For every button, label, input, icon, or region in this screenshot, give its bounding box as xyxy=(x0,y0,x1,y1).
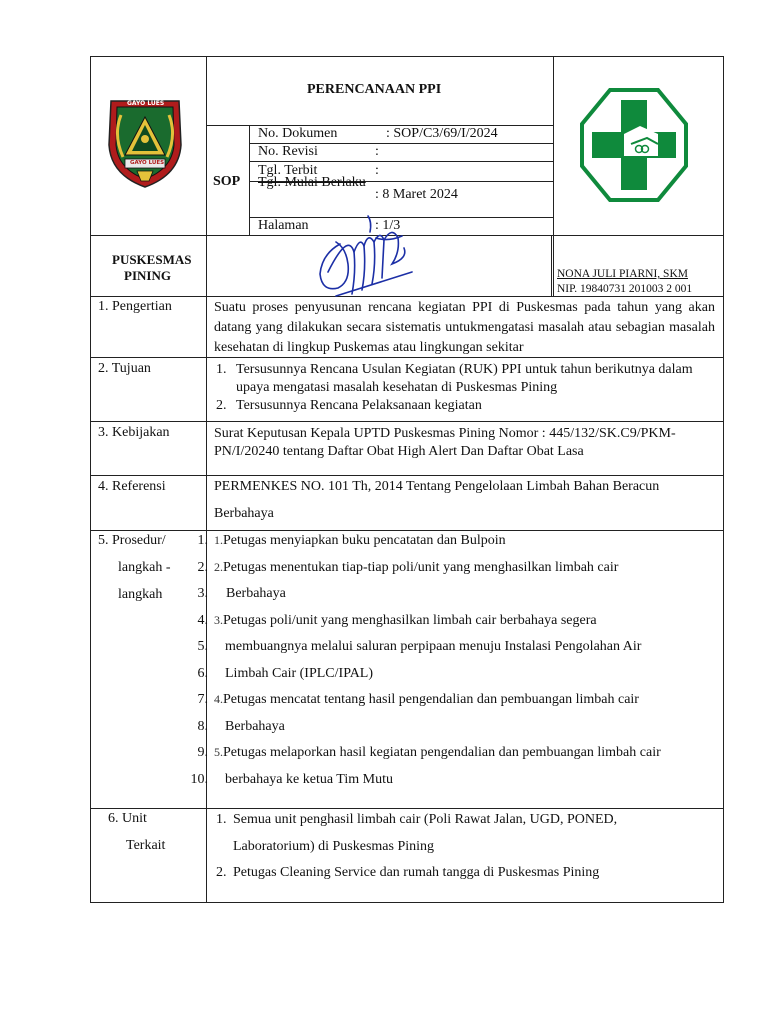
step-text: Petugas melaporkan hasil kegiatan pengendalian dan pembuangan limbah cair xyxy=(223,745,661,760)
step-number: 3. xyxy=(214,612,223,627)
page-value: : 1/3 xyxy=(375,218,401,233)
list-item xyxy=(214,665,714,692)
list-item xyxy=(214,585,714,612)
unit-item-number: 1. xyxy=(216,812,227,827)
step-text: Petugas menentukan tiap-tiap poli/unit yang menghasilkan limbah cair xyxy=(223,559,619,575)
unit-item-text: Semua unit penghasil limbah cair (Poli Rawat Jalan, UGD, PONED, xyxy=(233,812,618,827)
section-referensi-line1: PERMENKES NO. 101 Th, 2014 Tentang Pengelolaan Limbah Bahan Beracun xyxy=(214,479,660,494)
list-item xyxy=(214,691,714,718)
line-number: 6. xyxy=(197,665,208,681)
unit-item-number: 2. xyxy=(216,865,227,880)
line-number: 4. xyxy=(197,612,208,628)
step-text: Berbahaya xyxy=(225,718,285,734)
unit-item-text-cont: Laboratorium) di Puskesmas Pining xyxy=(233,839,435,854)
section-kebijakan-text: Surat Keputusan Kepala UPTD Puskesmas Pining Nomor : 445/132/SK.C9/PKM-PN/I/20240 tentang Daftar Obat High Alert Dan Daftar Obat Lasa xyxy=(214,426,676,459)
list-item xyxy=(214,771,714,798)
line-number: 5. xyxy=(197,639,208,654)
section-referensi-line2: Berbahaya xyxy=(214,506,274,521)
step-number: 2. xyxy=(214,559,223,574)
page-label: Halaman xyxy=(258,218,309,233)
section-pengertian-label: 1. Pengertian xyxy=(98,299,172,314)
effective-date-label: Tgl. Mulai Berlaku xyxy=(258,175,366,190)
line-number: 8. xyxy=(197,718,208,734)
section-prosedur-label-3: langkah xyxy=(118,587,163,602)
list-item xyxy=(214,744,714,771)
unit-item-text: Petugas Cleaning Service dan rumah tangga di Puskesmas Pining xyxy=(233,865,600,880)
emblem-top-text: GAYO LUES xyxy=(127,100,165,107)
line-number: 3. xyxy=(197,586,208,601)
org-name-line2: PINING xyxy=(124,268,171,283)
list-item xyxy=(216,361,696,397)
step-text: Petugas mencatat tentang hasil pengendalian dan pembuangan limbah cair xyxy=(223,692,639,707)
step-number: 5. xyxy=(214,745,223,759)
regency-emblem-logo xyxy=(103,95,187,191)
section-unit-label-2: Terkait xyxy=(126,838,166,853)
line-number: 10. xyxy=(190,771,208,787)
tujuan-list xyxy=(216,361,696,415)
doc-number-label: No. Dokumen xyxy=(258,126,338,141)
sop-label: SOP xyxy=(213,174,241,189)
section-kebijakan-label: 3. Kebijakan xyxy=(98,425,170,440)
line-number: 9. xyxy=(197,745,208,760)
document-title: PERENCANAAN PPI xyxy=(307,82,442,97)
list-item-number: 1. xyxy=(216,362,227,377)
line-number: 2. xyxy=(197,559,208,575)
list-item xyxy=(214,559,714,586)
list-item xyxy=(214,638,714,665)
list-item-text: Tersusunnya Rencana Usulan Kegiatan (RUK) PPI untuk tahun berikutnya dalam upaya mengatasi masalah kesehatan di Puskesmas Pining xyxy=(236,362,693,395)
issue-date-value: : xyxy=(375,163,379,178)
signer-name: NONA JULI PIARNI, SKM xyxy=(557,268,688,280)
step-text: Petugas poli/unit yang menghasilkan limbah cair berbahaya segera xyxy=(223,612,597,628)
list-item xyxy=(214,612,714,639)
list-item xyxy=(216,397,696,415)
issue-date-label: Tgl. Terbit xyxy=(258,163,318,178)
step-text: membuangnya melalui saluran perpipaan menuju Instalasi Pengolahan Air xyxy=(225,639,642,654)
prosedur-line-numbers xyxy=(182,532,208,797)
revision-label: No. Revisi xyxy=(258,144,318,159)
emblem-ribbon-text: GAYO LUES xyxy=(130,160,165,166)
section-prosedur-label: 5. Prosedur/ xyxy=(98,533,166,548)
line-number: 7. xyxy=(197,692,208,707)
list-item-number: 2. xyxy=(216,398,227,413)
line-number: 1. xyxy=(197,533,208,548)
puskesmas-logo xyxy=(578,88,690,202)
section-unit-label: 6. Unit xyxy=(108,811,147,826)
step-text: Limbah Cair (IPLC/IPAL) xyxy=(225,665,374,681)
list-item-text: Tersusunnya Rencana Pelaksanaan kegiatan xyxy=(236,398,482,413)
signature-image xyxy=(308,212,428,312)
section-pengertian-text: Suatu proses penyusunan rencana kegiatan PPI di Puskesmas pada tahun yang akan datang yang dilakukan secara sistematis untukmengatasi masalah atau sebagian masalah kesehatan di lingkup Puskemas atau lingkungan sekitar xyxy=(214,300,715,355)
signer-nip: NIP. 19840731 201003 2 001 xyxy=(557,283,693,295)
section-referensi-label: 4. Referensi xyxy=(98,479,166,494)
prosedur-steps xyxy=(214,532,714,797)
list-item xyxy=(214,532,714,559)
org-name-line1: PUSKESMAS xyxy=(112,252,192,267)
effective-date-value: : 8 Maret 2024 xyxy=(375,187,458,202)
step-number: 4. xyxy=(214,692,223,706)
section-prosedur-label-2: langkah - xyxy=(118,560,171,575)
list-item xyxy=(214,718,714,745)
step-text: Petugas menyiapkan buku pencatatan dan Bulpoin xyxy=(223,533,506,548)
step-number: 1. xyxy=(214,533,223,547)
step-text: berbahaya ke ketua Tim Mutu xyxy=(225,771,393,787)
section-tujuan-label: 2. Tujuan xyxy=(98,361,151,376)
doc-number-value: : SOP/C3/69/I/2024 xyxy=(386,126,498,141)
revision-value: : xyxy=(375,144,379,159)
step-text: Berbahaya xyxy=(226,586,286,601)
